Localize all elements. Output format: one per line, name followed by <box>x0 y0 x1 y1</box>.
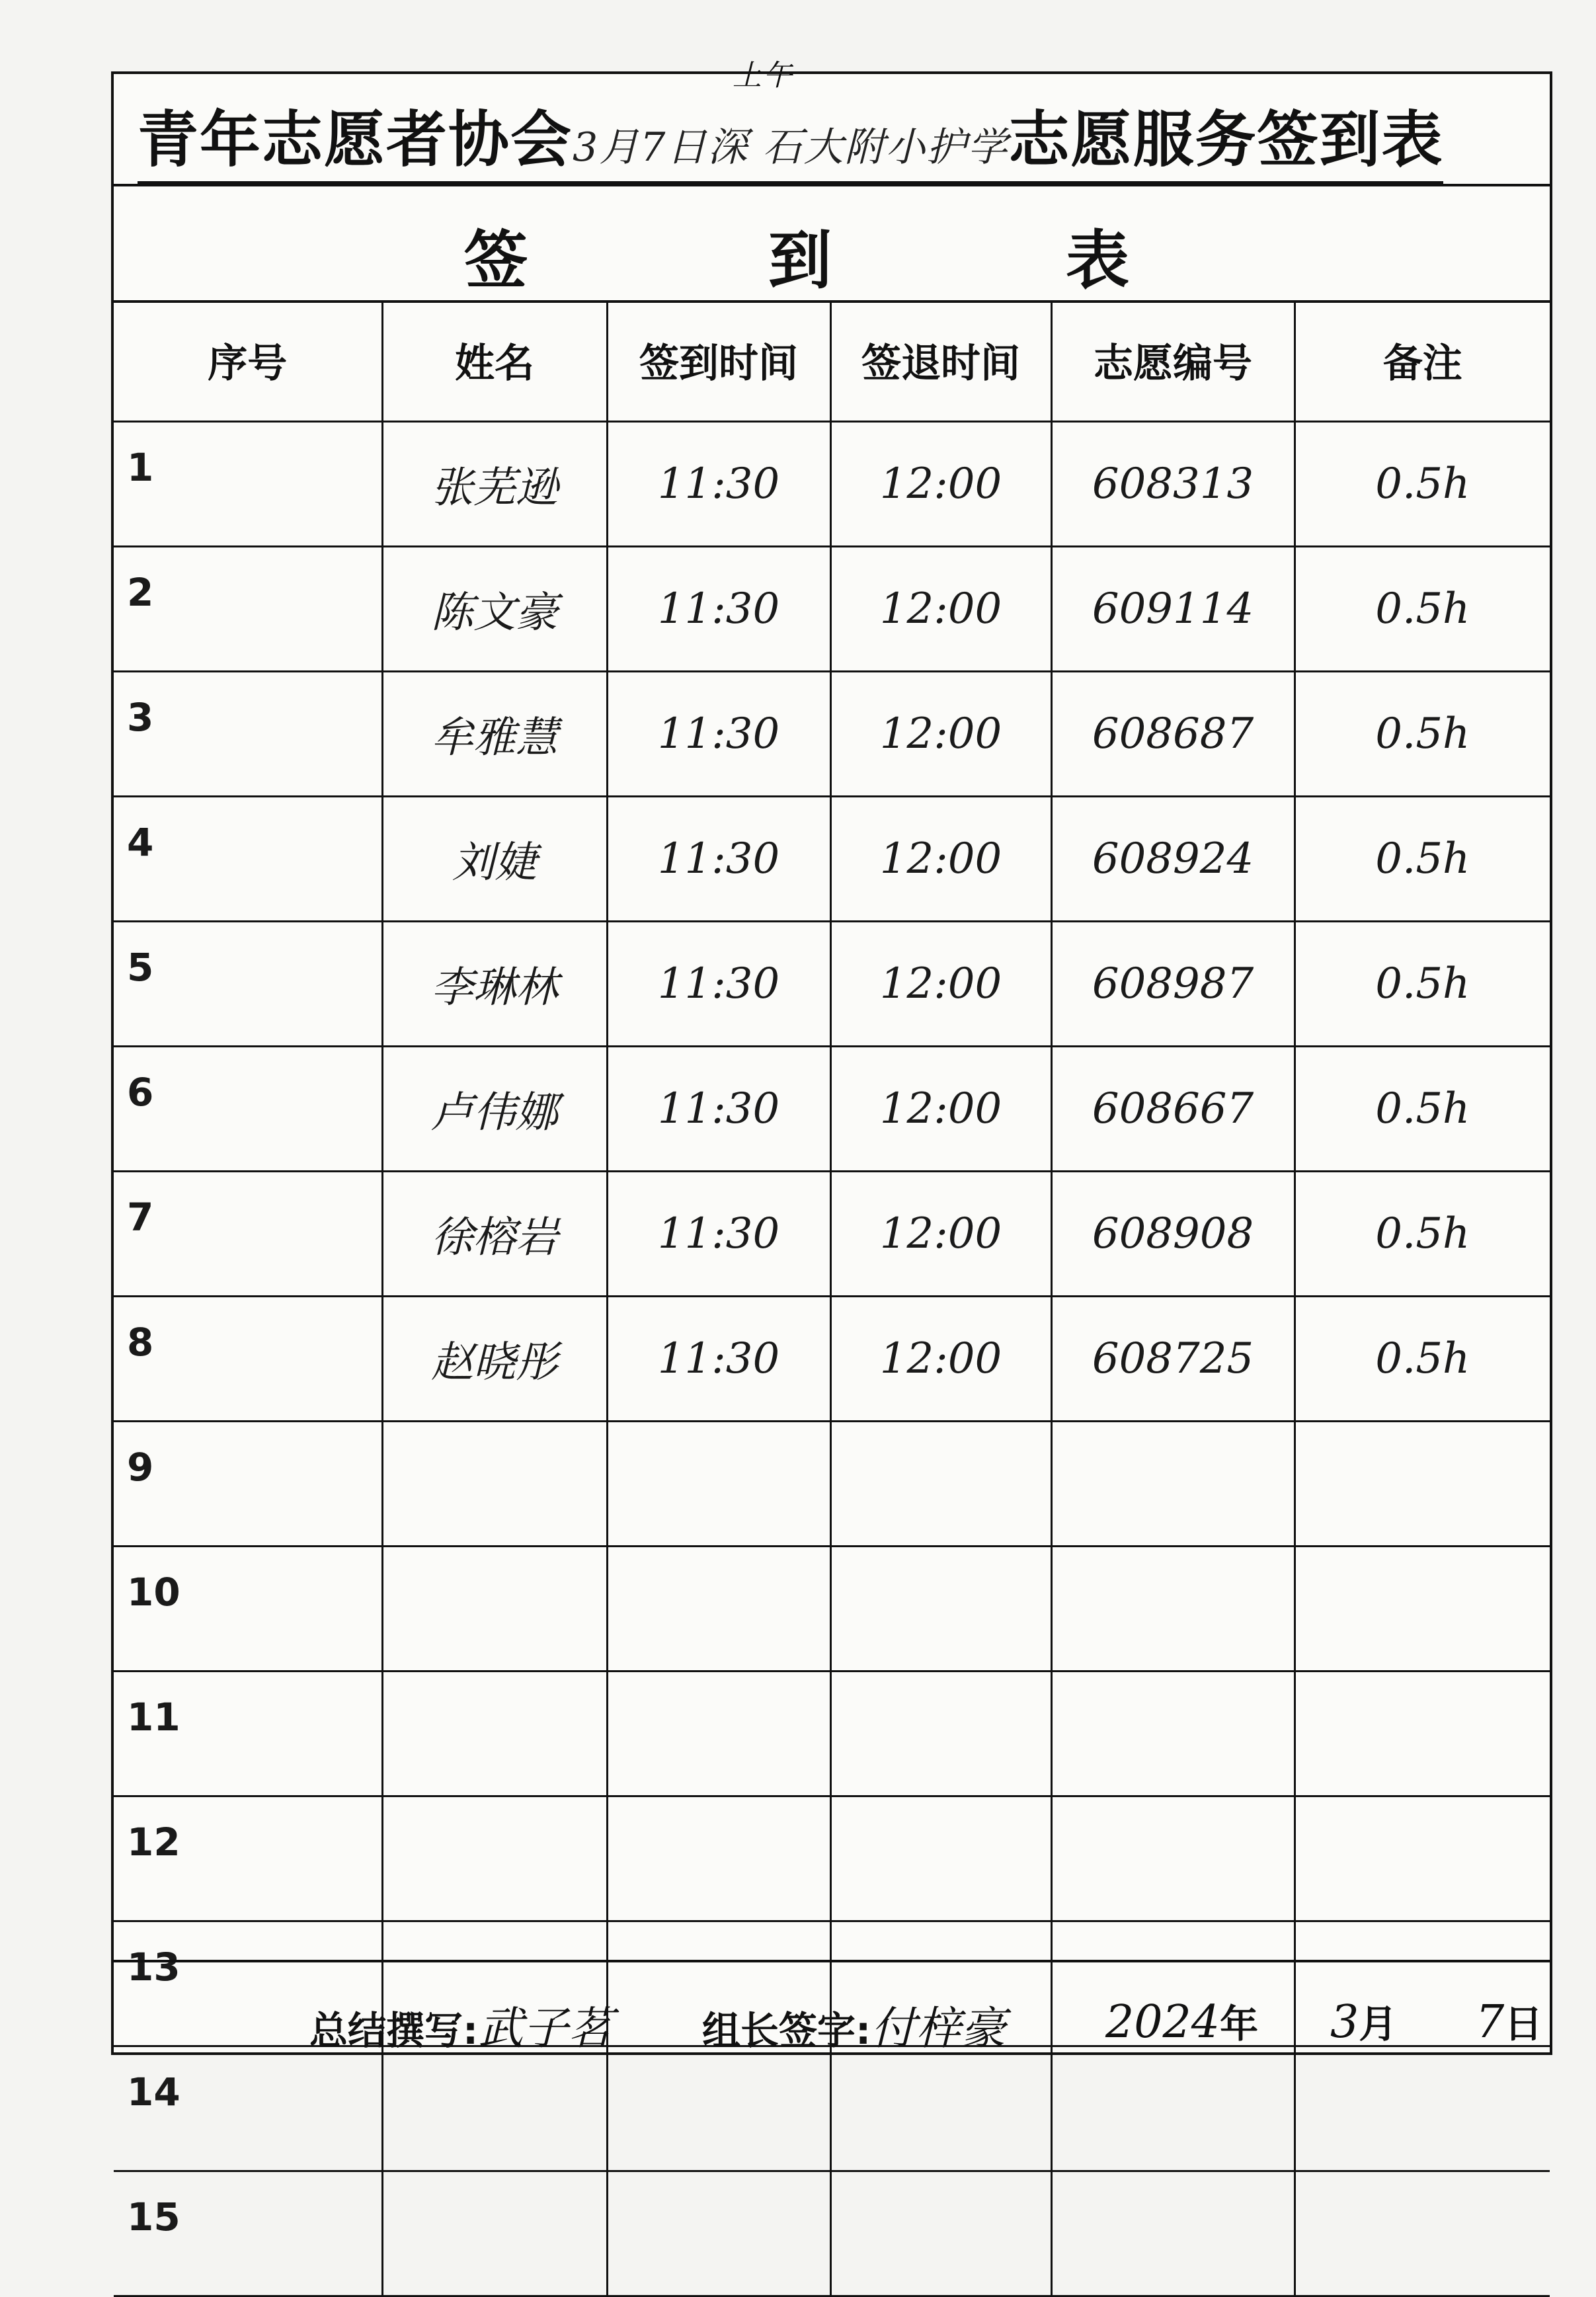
table-row <box>114 1047 1550 1172</box>
sign-in-time: 11:30 <box>607 672 830 797</box>
sign-in-time: 11:30 <box>607 547 830 672</box>
remark: 0.5h <box>1295 547 1550 672</box>
table-row <box>114 547 1550 672</box>
sign-in-time: 11:30 <box>607 1047 830 1172</box>
sign-in-time: 11:30 <box>607 422 830 547</box>
remark: 0.5h <box>1295 1172 1550 1297</box>
sign-out-time: 12:00 <box>830 797 1051 922</box>
footer <box>114 1960 1550 2055</box>
leader-signature-value: 付梓豪 <box>871 2003 1006 2055</box>
row-number: 4 <box>114 797 382 922</box>
sign-in-time: 11:30 <box>607 922 830 1047</box>
row-number: 7 <box>114 1172 382 1297</box>
sign-out-time: 12:00 <box>830 672 1051 797</box>
remark: 0.5h <box>1295 1047 1550 1172</box>
title-handwritten-insert: 上午 <box>733 59 793 93</box>
column-header-sign-in-time: 签到时间 <box>607 300 830 422</box>
volunteer-name <box>382 1796 607 1921</box>
row-number: 3 <box>114 672 382 797</box>
sign-in-sheet <box>111 59 1552 2239</box>
table-row <box>114 1297 1550 1422</box>
remark <box>1295 2171 1550 2296</box>
volunteer-id <box>1051 2171 1295 2296</box>
remark: 0.5h <box>1295 1297 1550 1422</box>
sign-in-time: 11:30 <box>607 797 830 922</box>
subheading-row <box>114 184 1550 303</box>
volunteer-name <box>382 1672 607 1796</box>
table-row <box>114 2046 1550 2171</box>
row-number: 14 <box>114 2046 382 2171</box>
table-row <box>114 922 1550 1047</box>
remark <box>1295 1422 1550 1547</box>
sign-in-time <box>607 2046 830 2171</box>
volunteer-id <box>1051 1422 1295 1547</box>
summary-writer <box>309 1993 613 2057</box>
volunteer-name: 刘婕 <box>382 797 607 922</box>
volunteer-id <box>1051 1672 1295 1796</box>
volunteer-id: 608924 <box>1051 797 1295 922</box>
sign-out-time <box>830 1422 1051 1547</box>
row-number: 2 <box>114 547 382 672</box>
volunteer-name: 陈文豪 <box>382 547 607 672</box>
sign-in-time <box>607 1422 830 1547</box>
sign-out-time <box>830 2171 1051 2296</box>
volunteer-id: 608687 <box>1051 672 1295 797</box>
column-header-name: 姓名 <box>382 300 607 422</box>
table-row <box>114 1172 1550 1297</box>
column-header-volunteer-id: 志愿编号 <box>1051 300 1295 422</box>
row-number: 6 <box>114 1047 382 1172</box>
sign-out-time <box>830 1796 1051 1921</box>
volunteer-name: 李琳林 <box>382 922 607 1047</box>
table-row <box>114 1547 1550 1672</box>
day-value: 7 <box>1476 1996 1505 2048</box>
sign-out-time <box>830 1672 1051 1796</box>
sign-out-time: 12:00 <box>830 922 1051 1047</box>
row-number: 10 <box>114 1547 382 1672</box>
remark <box>1295 1672 1550 1796</box>
month-label: 月 <box>1359 2001 1398 2046</box>
sign-in-time <box>607 1547 830 1672</box>
table-row <box>114 1672 1550 1796</box>
volunteer-id: 608667 <box>1051 1047 1295 1172</box>
remark: 0.5h <box>1295 672 1550 797</box>
volunteer-id <box>1051 1547 1295 1672</box>
volunteer-id: 608313 <box>1051 422 1295 547</box>
sign-in-time: 11:30 <box>607 1297 830 1422</box>
row-number: 8 <box>114 1297 382 1422</box>
sign-out-time: 12:00 <box>830 547 1051 672</box>
year-label: 年 <box>1220 2001 1259 2046</box>
sign-out-time: 12:00 <box>830 1047 1051 1172</box>
volunteer-name: 赵晓彤 <box>382 1297 607 1422</box>
sign-out-time: 12:00 <box>830 422 1051 547</box>
date-year <box>1105 1993 1258 2048</box>
column-header-sign-out-time: 签退时间 <box>830 300 1051 422</box>
day-label: 日 <box>1504 2001 1543 2046</box>
volunteer-name: 徐榕岩 <box>382 1172 607 1297</box>
title-row <box>114 59 1550 186</box>
sign-out-time <box>830 2046 1051 2171</box>
remark <box>1295 1796 1550 1921</box>
year-value: 2024 <box>1105 1996 1220 2048</box>
volunteer-name <box>382 2171 607 2296</box>
leader-signature <box>702 1993 1006 2057</box>
date-month <box>1330 1993 1397 2048</box>
sign-out-time: 12:00 <box>830 1297 1051 1422</box>
row-number: 13 <box>114 1921 382 2046</box>
page-title <box>138 59 1444 185</box>
volunteer-name: 张芜逊 <box>382 422 607 547</box>
table-row <box>114 2171 1550 2296</box>
sign-out-time: 12:00 <box>830 1172 1051 1297</box>
subheading-char-3: 表 <box>1066 223 1129 298</box>
volunteer-name <box>382 1547 607 1672</box>
sign-out-time <box>830 1547 1051 1672</box>
volunteer-name: 牟雅慧 <box>382 672 607 797</box>
remark <box>1295 2046 1550 2171</box>
column-header-remarks: 备注 <box>1295 300 1550 422</box>
volunteer-id <box>1051 1796 1295 1921</box>
subheading-char-1: 签 <box>464 223 528 298</box>
table-row <box>114 1796 1550 1921</box>
row-number: 1 <box>114 422 382 547</box>
volunteer-id: 608725 <box>1051 1297 1295 1422</box>
table-row <box>114 422 1550 547</box>
row-number: 12 <box>114 1796 382 1921</box>
remark: 0.5h <box>1295 422 1550 547</box>
row-number: 11 <box>114 1672 382 1796</box>
sign-in-time: 11:30 <box>607 1172 830 1297</box>
volunteer-id: 608908 <box>1051 1172 1295 1297</box>
date-day <box>1476 1993 1542 2048</box>
remark: 0.5h <box>1295 922 1550 1047</box>
volunteer-name <box>382 1422 607 1547</box>
title-suffix: 志愿服务签到表 <box>1008 104 1444 175</box>
table-header-row <box>114 300 1550 422</box>
row-number: 5 <box>114 922 382 1047</box>
table-row <box>114 672 1550 797</box>
remark: 0.5h <box>1295 797 1550 922</box>
column-header-number: 序号 <box>114 300 382 422</box>
summary-label: 总结撰写: <box>309 2008 479 2053</box>
summary-signature: 武子茗 <box>478 2003 614 2055</box>
subheading-char-2: 到 <box>768 223 832 298</box>
sign-in-time <box>607 1672 830 1796</box>
volunteer-name: 卢伟娜 <box>382 1047 607 1172</box>
table-row <box>114 797 1550 922</box>
row-number: 9 <box>114 1422 382 1547</box>
month-value: 3 <box>1330 1996 1359 2048</box>
volunteer-id <box>1051 2046 1295 2171</box>
table-row <box>114 1422 1550 1547</box>
title-prefix: 青年志愿者协会 <box>138 104 573 175</box>
leader-label: 组长签字: <box>702 2008 871 2053</box>
title-handwritten: 3月7日深 石大附小护学 <box>573 124 1009 171</box>
volunteer-id: 608987 <box>1051 922 1295 1047</box>
remark <box>1295 1547 1550 1672</box>
sign-in-time <box>607 2171 830 2296</box>
volunteer-id: 609114 <box>1051 547 1295 672</box>
row-number: 15 <box>114 2171 382 2296</box>
sign-in-time <box>607 1796 830 1921</box>
volunteer-name <box>382 2046 607 2171</box>
